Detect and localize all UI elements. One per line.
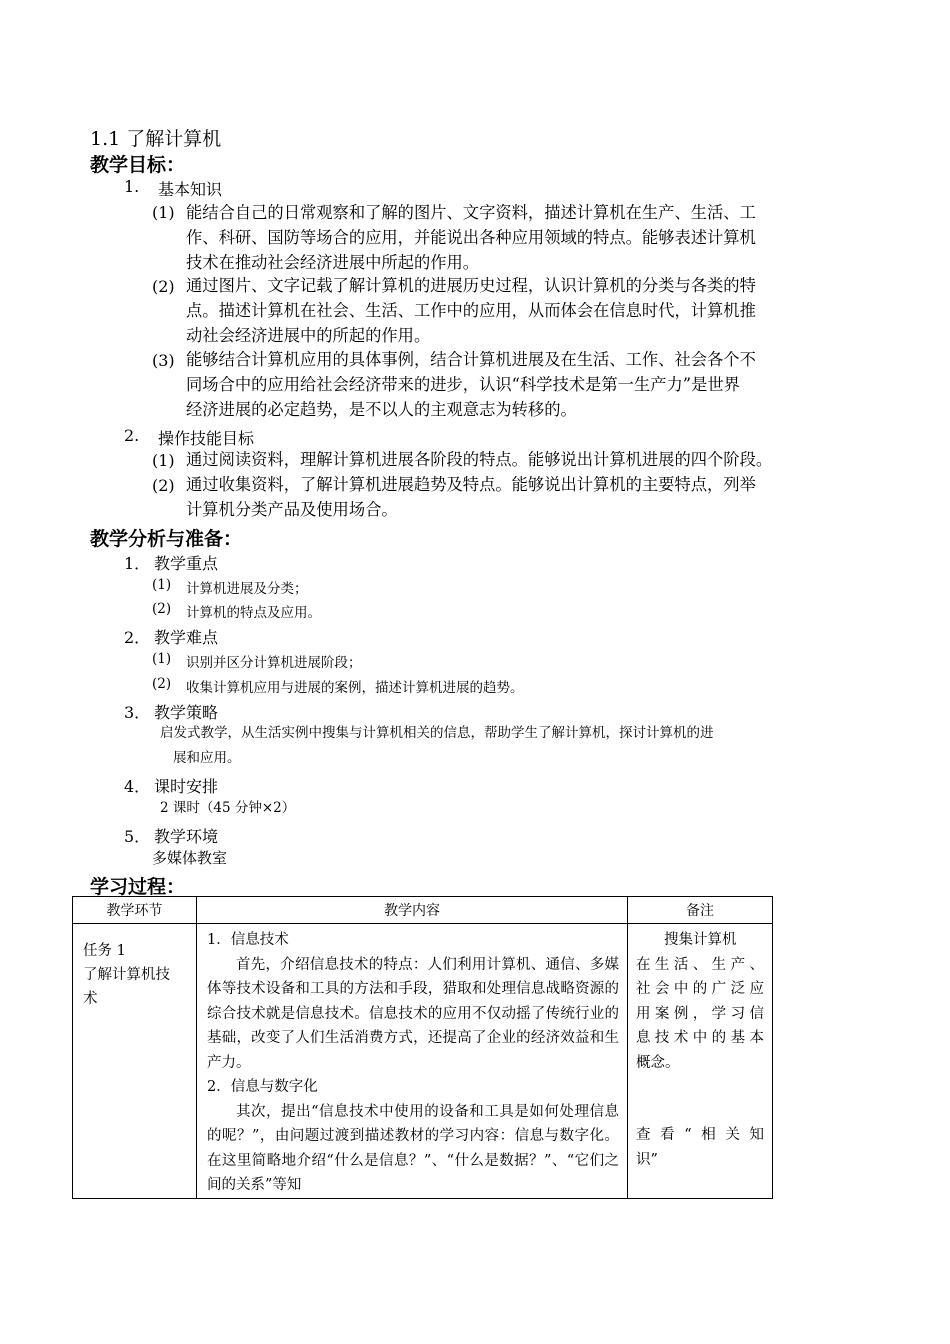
table-header: 教学环节 bbox=[73, 897, 197, 924]
item-line: 作、科研、国防等场合的应用，并能说出各种应用领域的特点。能够表述计算机 bbox=[186, 228, 756, 247]
content-subheading: 1．信息技术 bbox=[207, 932, 289, 948]
item-number: (1) bbox=[152, 577, 172, 593]
objective-item bbox=[186, 447, 886, 472]
item-number: (2) bbox=[152, 277, 175, 296]
item-line: 同场合中的应用给社会经济带来的进步，认识“科学技术是第一生产力”是世界 bbox=[186, 375, 740, 394]
item-number: (1) bbox=[152, 651, 172, 667]
task-line: 了解计算机技 bbox=[83, 967, 170, 983]
lesson-title: 1.1 了解计算机 bbox=[90, 128, 222, 150]
body-line: 展和应用。 bbox=[173, 750, 241, 766]
item-number: (2) bbox=[152, 476, 175, 495]
remark-line: 搜集计算机 bbox=[664, 932, 737, 948]
section-body: 多媒体教室 bbox=[152, 849, 228, 867]
objective-item bbox=[186, 200, 871, 275]
objective-number: 1. bbox=[124, 177, 140, 196]
item-line: 能够结合计算机应用的具体事例，结合计算机进展及在生活、工作、社会各个不 bbox=[186, 350, 756, 369]
table-row bbox=[73, 924, 773, 1199]
remark-line: 息技术中的基本 bbox=[636, 1030, 764, 1046]
section-number: 5． bbox=[124, 827, 151, 846]
item-number: (1) bbox=[152, 451, 175, 470]
remark-line: 在生活、生产、 bbox=[636, 956, 764, 973]
objective-number: 2. bbox=[124, 426, 140, 445]
item-line: 通过阅读资料，理解计算机进展各阶段的特点。能够说出计算机进展的四个阶段。 bbox=[186, 450, 773, 469]
heading-process: 学习过程： bbox=[90, 876, 186, 898]
section-label: 课时安排 bbox=[154, 777, 219, 796]
section-label: 教学策略 bbox=[154, 703, 219, 722]
item-text: 计算机的特点及应用。 bbox=[186, 605, 321, 621]
lesson-table bbox=[72, 896, 773, 1199]
item-number: (3) bbox=[152, 351, 175, 370]
objective-label: 基本知识 bbox=[158, 180, 223, 199]
remark-line: 识” bbox=[636, 1151, 658, 1168]
item-line: 通过收集资料，了解计算机进展趋势及特点。能够说出计算机的主要特点，列举 bbox=[186, 475, 756, 494]
section-label: 教学难点 bbox=[154, 628, 219, 647]
section-number: 1． bbox=[124, 554, 151, 573]
item-line: 点。描述计算机在社会、生活、工作中的应用，从而体会在信息时代，计算机推 bbox=[186, 301, 756, 320]
objective-item bbox=[186, 347, 871, 422]
item-line: 经济进展的必定趋势，是不以人的主观意志为转移的。 bbox=[186, 400, 577, 419]
task-line: 任务 1 bbox=[83, 943, 126, 959]
item-number: (2) bbox=[152, 601, 172, 617]
item-text: 识别并区分计算机进展阶段； bbox=[186, 655, 362, 671]
objective-item bbox=[186, 273, 871, 348]
item-line: 能结合自己的日常观察和了解的图片、文字资料，描述计算机在生产、生活、工 bbox=[186, 203, 756, 222]
item-line: 技术在推动社会经济进展中所起的作用。 bbox=[186, 253, 480, 272]
section-number: 4． bbox=[124, 777, 151, 796]
section-number: 2． bbox=[124, 628, 151, 647]
item-number: (1) bbox=[152, 203, 175, 222]
section-body: 2 课时（45 分钟×2） bbox=[160, 800, 296, 816]
item-line: 动社会经济进展中的所起的作用。 bbox=[186, 326, 431, 345]
item-line: 计算机分类产品及使用场合。 bbox=[186, 500, 398, 519]
content-cell bbox=[197, 924, 628, 1199]
objective-item bbox=[186, 472, 871, 522]
content-paragraph: 首先，介绍信息技术的特点：人们利用计算机、通信、多媒体等技术设备和工具的方法和手段，猎取和处理信息战略资源的综合技术就是信息技术。信息技术的应用不仅动摇了传统行业的基础，改变了人们生活消费方式，还提高了企业的经济效益和生产力。 bbox=[207, 956, 619, 1071]
content-subheading: 2．信息与数字化 bbox=[207, 1079, 318, 1095]
item-number: (2) bbox=[152, 676, 172, 692]
table-header: 教学内容 bbox=[197, 897, 628, 924]
task-cell bbox=[73, 924, 197, 1199]
section-number: 3． bbox=[124, 703, 151, 722]
objective-label: 操作技能目标 bbox=[158, 429, 255, 448]
task-line: 术 bbox=[83, 991, 98, 1007]
section-body bbox=[160, 721, 714, 771]
table-header-row bbox=[73, 897, 773, 924]
item-text: 收集计算机应用与进展的案例，描述计算机进展的趋势。 bbox=[186, 680, 524, 696]
remark-line: 用案例，学习信 bbox=[636, 1005, 764, 1022]
content-paragraph: 其次，提出“信息技术中使用的设备和工具是如何处理信息的呢？”，由问题过渡到描述教材的学习内容：信息与数字化。在这里简略地介绍“什么是信息？”、“什么是数据？”、“它们之间的关系”等知 bbox=[207, 1103, 619, 1193]
body-line: 启发式教学，从生活实例中搜集与计算机相关的信息，帮助学生了解计算机，探讨计算机的进 bbox=[160, 725, 714, 741]
remark-line: 社会中的广泛应 bbox=[636, 981, 764, 997]
remark-cell bbox=[628, 924, 773, 1199]
item-text: 计算机进展及分类； bbox=[186, 581, 308, 597]
remark-line: 查看“相关知 bbox=[636, 1127, 764, 1143]
remark-line: 概念。 bbox=[636, 1054, 680, 1071]
heading-analysis: 教学分析与准备： bbox=[90, 528, 243, 550]
heading-objectives: 教学目标： bbox=[90, 154, 186, 176]
section-label: 教学环境 bbox=[154, 827, 219, 846]
item-line: 通过图片、文字记载了解计算机的进展历史过程，认识计算机的分类与各类的特 bbox=[186, 276, 756, 295]
table-header: 备注 bbox=[628, 897, 773, 924]
section-label: 教学重点 bbox=[154, 554, 219, 573]
